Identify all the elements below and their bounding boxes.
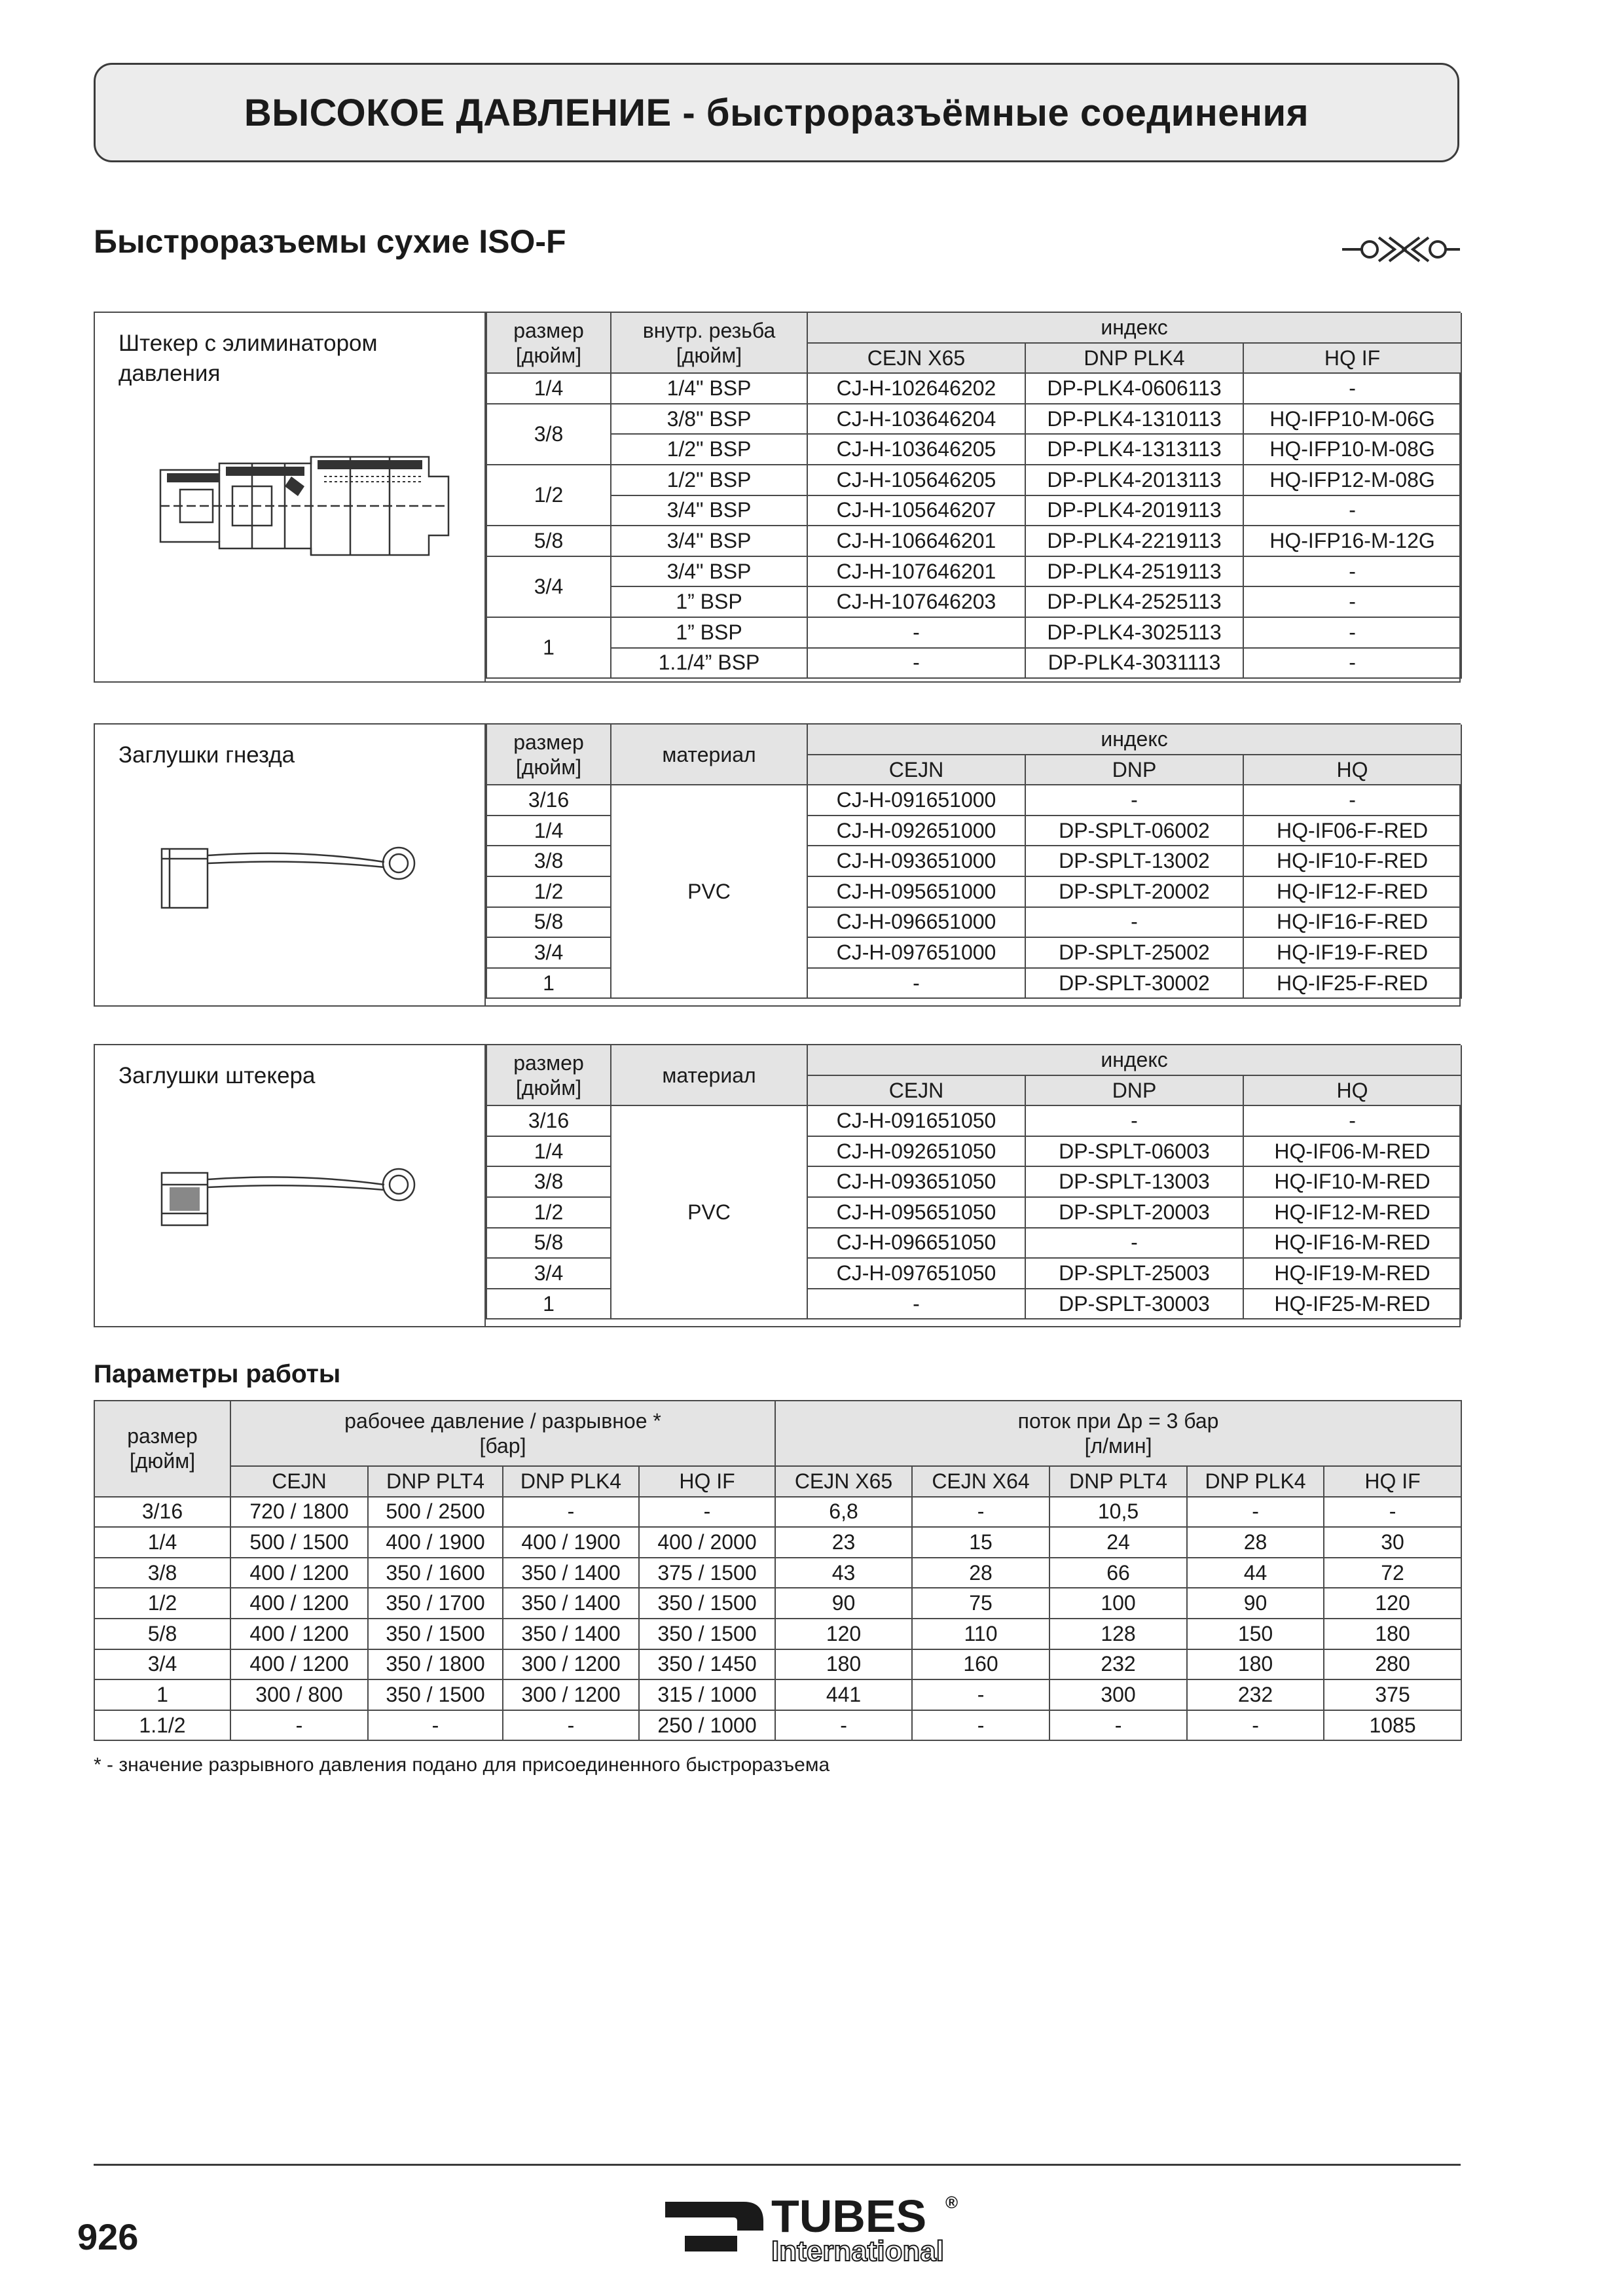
params-title: Параметры работы [94,1360,341,1388]
cell-flow: 30 [1324,1527,1461,1558]
cell-flow: 28 [1187,1527,1324,1558]
cell-hq: HQ-IF19-F-RED [1243,937,1461,968]
cell-dnp: DP-SPLT-25003 [1025,1258,1243,1289]
col-size: размер [дюйм] [486,725,611,785]
cell-pressure: 350 / 1400 [503,1558,639,1588]
cell-dnp: DP-SPLT-13003 [1025,1166,1243,1197]
table-row [94,1558,1461,1588]
cell-hq: HQ-IF16-F-RED [1243,907,1461,938]
cell-size: 3/4 [486,1258,611,1289]
cell-flow: - [775,1710,912,1741]
cell-thread: 3/4" BSP [611,556,807,587]
cell-flow: - [1049,1710,1187,1741]
cell-pressure: 400 / 1900 [503,1527,639,1558]
cell-flow: 232 [1049,1649,1187,1680]
logo-registered-mark: ® [945,2193,958,2212]
cell-flow: 28 [912,1558,1049,1588]
tubes-logo [665,2183,979,2269]
cell-dnp: DP-SPLT-20002 [1025,876,1243,907]
col-flow-brand: DNP PLK4 [1187,1466,1324,1497]
cell-hq: - [1243,1105,1461,1136]
cell-pressure: 300 / 1200 [503,1649,639,1680]
cell-dnp: DP-PLK4-2019113 [1025,495,1243,526]
page-title: ВЫСОКОЕ ДАВЛЕНИЕ - быстроразъёмные соединения [244,91,1309,134]
plug-table [486,313,1462,679]
col-brand: DNP [1025,755,1243,785]
cell-size: 5/8 [94,1619,230,1649]
cell-hq: HQ-IF10-F-RED [1243,846,1461,876]
cell-dnp: DP-SPLT-25002 [1025,937,1243,968]
cell-hq: HQ-IF10-M-RED [1243,1166,1461,1197]
flow-unit: [л/мин] [1084,1434,1152,1458]
table-row [94,1497,1461,1528]
plug-table-block [94,312,1461,683]
col-flow-brand: HQ IF [1324,1466,1461,1497]
table-row [486,373,1461,404]
cell-pressure: - [368,1710,503,1741]
table-row [486,785,1461,816]
table-row [94,1679,1461,1710]
cell-flow: 375 [1324,1679,1461,1710]
table-row [486,495,1461,526]
cell-flow: 43 [775,1558,912,1588]
cell-dnp: DP-SPLT-30002 [1025,968,1243,999]
col-flow-brand: DNP PLT4 [1049,1466,1187,1497]
plug-caps-table [486,1045,1462,1319]
cell-flow: 160 [912,1649,1049,1680]
table-row [94,1649,1461,1680]
cell-dnp: DP-SPLT-06003 [1025,1136,1243,1167]
table-row [486,465,1461,495]
plug-cap-drawing [155,1153,437,1238]
logo-subtitle: International [771,2235,945,2267]
cell-cejn: CJ-H-105646205 [807,465,1025,495]
col-flow [775,1401,1461,1466]
cell-material: PVC [611,1105,807,1319]
cell-pressure: 350 / 1450 [639,1649,775,1680]
table-row [94,1527,1461,1558]
cell-dnp: DP-SPLT-06002 [1025,816,1243,846]
cell-pressure: 350 / 1600 [368,1558,503,1588]
cell-pressure: 500 / 2500 [368,1497,503,1528]
cell-cejn: CJ-H-103646205 [807,434,1025,465]
cell-dnp: - [1025,1105,1243,1136]
cell-dnp: DP-PLK4-1310113 [1025,404,1243,435]
cell-hq: - [1243,648,1461,679]
cell-hq: - [1243,495,1461,526]
cell-dnp: - [1025,907,1243,938]
cell-flow: 120 [1324,1588,1461,1619]
cell-flow: 72 [1324,1558,1461,1588]
cell-cejn: CJ-H-092651000 [807,816,1025,846]
socket-caps-block [94,723,1461,1007]
socket-cap-drawing [155,829,437,921]
cell-cejn: - [807,617,1025,648]
cell-cejn: - [807,1289,1025,1319]
cell-size: 1/2 [486,465,611,526]
col-pressure-brand: CEJN [230,1466,368,1497]
cell-size: 1/2 [486,1197,611,1228]
col-flow-brand: CEJN X64 [912,1466,1049,1497]
cell-size: 1 [486,968,611,999]
cell-pressure: 500 / 1500 [230,1527,368,1558]
cell-pressure: 350 / 1400 [503,1588,639,1619]
col-pressure-brand: DNP PLT4 [368,1466,503,1497]
cell-cejn: CJ-H-092651050 [807,1136,1025,1167]
cell-hq: HQ-IF12-M-RED [1243,1197,1461,1228]
cell-dnp: DP-PLK4-3025113 [1025,617,1243,648]
cell-dnp: DP-PLK4-2519113 [1025,556,1243,587]
cell-size: 3/8 [94,1558,230,1588]
cell-hq: - [1243,373,1461,404]
col-pressure [230,1401,775,1466]
cell-thread: 3/4" BSP [611,526,807,556]
cell-pressure: 720 / 1800 [230,1497,368,1528]
cell-flow: 23 [775,1527,912,1558]
cell-size: 1/2 [94,1588,230,1619]
flow-title: поток при Δp = 3 бар [1017,1409,1219,1433]
cell-dnp: - [1025,1228,1243,1259]
cell-cejn: - [807,648,1025,679]
cell-dnp: DP-PLK4-0606113 [1025,373,1243,404]
cell-hq: HQ-IF25-F-RED [1243,968,1461,999]
section-title: Быстроразъемы сухие ISO-F [94,223,566,260]
cell-cejn: CJ-H-107646203 [807,586,1025,617]
cell-pressure: 350 / 1400 [503,1619,639,1649]
plug-description [95,313,486,681]
cell-cejn: CJ-H-093651050 [807,1166,1025,1197]
cell-dnp: DP-PLK4-2013113 [1025,465,1243,495]
cell-flow: - [912,1497,1049,1528]
cell-hq: HQ-IF06-M-RED [1243,1136,1461,1167]
cell-pressure: 400 / 1900 [368,1527,503,1558]
cell-hq: HQ-IF06-F-RED [1243,816,1461,846]
cell-size: 1.1/2 [94,1710,230,1741]
cell-flow: - [1324,1497,1461,1528]
cell-cejn: CJ-H-097651000 [807,937,1025,968]
cell-cejn: CJ-H-106646201 [807,526,1025,556]
col-material: материал [611,1045,807,1105]
params-table [94,1400,1462,1741]
cell-flow: 44 [1187,1558,1324,1588]
cell-size: 1 [486,617,611,678]
cell-thread: 3/4" BSP [611,495,807,526]
cell-flow: 1085 [1324,1710,1461,1741]
cell-size: 5/8 [486,526,611,556]
col-thread: внутр. резьба [дюйм] [611,313,807,373]
table-row [486,526,1461,556]
plug-label: Штекер с элиминатором давления [119,331,378,386]
cell-flow: 180 [1324,1619,1461,1649]
cell-thread: 1” BSP [611,586,807,617]
table-row [486,1105,1461,1136]
pressure-title: рабочее давление / разрывное * [344,1409,661,1433]
cell-size: 3/8 [486,846,611,876]
col-pressure-brand: DNP PLK4 [503,1466,639,1497]
cell-flow: - [1187,1497,1324,1528]
cell-flow: - [912,1710,1049,1741]
table-row [486,617,1461,648]
quick-coupling-symbol-icon [1342,226,1460,272]
cell-thread: 3/8" BSP [611,404,807,435]
cell-pressure: - [503,1497,639,1528]
cell-cejn: CJ-H-103646204 [807,404,1025,435]
cell-hq: HQ-IF16-M-RED [1243,1228,1461,1259]
cell-pressure: 400 / 2000 [639,1527,775,1558]
cell-pressure: 350 / 1500 [368,1679,503,1710]
col-flow-brand: CEJN X65 [775,1466,912,1497]
col-brand: HQ IF [1243,343,1461,374]
cell-dnp: - [1025,785,1243,816]
cell-flow: 6,8 [775,1497,912,1528]
footer-divider [94,2164,1461,2166]
cell-hq: HQ-IFP12-M-08G [1243,465,1461,495]
cell-flow: 90 [775,1588,912,1619]
socket-caps-description [95,725,486,1005]
cell-hq: HQ-IFP10-M-06G [1243,404,1461,435]
col-brand: DNP PLK4 [1025,343,1243,374]
cell-flow: 90 [1187,1588,1324,1619]
cell-size: 1/4 [486,1136,611,1167]
cell-cejn: CJ-H-095651000 [807,876,1025,907]
cell-hq: HQ-IF12-F-RED [1243,876,1461,907]
cell-pressure: 400 / 1200 [230,1649,368,1680]
cell-pressure: 300 / 800 [230,1679,368,1710]
footnote: * - значение разрывного давления подано для присоединенного быстроразъема [94,1754,830,1776]
col-size: размер [дюйм] [94,1401,230,1497]
col-index: индекс [807,313,1461,343]
cell-size: 3/16 [486,1105,611,1136]
cell-hq: - [1243,785,1461,816]
cell-size: 5/8 [486,1228,611,1259]
cell-dnp: DP-PLK4-2525113 [1025,586,1243,617]
cell-flow: - [1187,1710,1324,1741]
cell-flow: 180 [775,1649,912,1680]
cell-size: 5/8 [486,907,611,938]
cell-material: PVC [611,785,807,998]
cell-flow: 15 [912,1527,1049,1558]
cell-cejn: CJ-H-105646207 [807,495,1025,526]
plug-drawing [154,437,468,562]
col-pressure-brand: HQ IF [639,1466,775,1497]
cell-thread: 1.1/4” BSP [611,648,807,679]
cell-size: 3/4 [486,556,611,617]
cell-size: 3/8 [486,1166,611,1197]
cell-size: 3/16 [94,1497,230,1528]
cell-flow: 66 [1049,1558,1187,1588]
table-row [486,556,1461,587]
table-row [94,1588,1461,1619]
cell-hq: - [1243,617,1461,648]
table-row [94,1619,1461,1649]
cell-cejn: CJ-H-107646201 [807,556,1025,587]
col-brand: HQ [1243,1075,1461,1106]
cell-thread: 1” BSP [611,617,807,648]
cell-pressure: 250 / 1000 [639,1710,775,1741]
cell-flow: 110 [912,1619,1049,1649]
cell-cejn: CJ-H-091651050 [807,1105,1025,1136]
cell-pressure: 400 / 1200 [230,1558,368,1588]
cell-size: 1 [486,1289,611,1319]
col-index: индекс [807,1045,1461,1075]
cell-hq: HQ-IF25-M-RED [1243,1289,1461,1319]
cell-cejn: CJ-H-091651000 [807,785,1025,816]
table-row [486,586,1461,617]
cell-dnp: DP-PLK4-3031113 [1025,648,1243,679]
cell-flow: 10,5 [1049,1497,1187,1528]
col-size: размер [дюйм] [486,313,611,373]
cell-dnp: DP-PLK4-1313113 [1025,434,1243,465]
cell-cejn: CJ-H-096651000 [807,907,1025,938]
socket-caps-table [486,725,1462,999]
col-index: индекс [807,725,1461,755]
logo-wordmark: TUBES [771,2191,927,2242]
page-number: 926 [77,2216,139,2257]
cell-cejn: CJ-H-095651050 [807,1197,1025,1228]
cell-hq: HQ-IFP10-M-08G [1243,434,1461,465]
cell-flow: 128 [1049,1619,1187,1649]
cell-flow: 75 [912,1588,1049,1619]
cell-flow: 150 [1187,1619,1324,1649]
cell-pressure: 315 / 1000 [639,1679,775,1710]
cell-pressure: 350 / 1800 [368,1649,503,1680]
col-material: материал [611,725,807,785]
header-banner [94,63,1459,162]
cell-size: 1/4 [486,373,611,404]
cell-hq: HQ-IF19-M-RED [1243,1258,1461,1289]
cell-dnp: DP-SPLT-30003 [1025,1289,1243,1319]
col-brand: CEJN [807,755,1025,785]
cell-size: 3/4 [94,1649,230,1680]
cell-pressure: 300 / 1200 [503,1679,639,1710]
cell-pressure: 400 / 1200 [230,1619,368,1649]
cell-flow: 300 [1049,1679,1187,1710]
cell-pressure: - [503,1710,639,1741]
cell-flow: 441 [775,1679,912,1710]
cell-cejn: CJ-H-102646202 [807,373,1025,404]
col-brand: CEJN [807,1075,1025,1106]
plug-caps-description [95,1045,486,1326]
table-row [94,1710,1461,1741]
cell-pressure: 350 / 1500 [639,1588,775,1619]
col-brand: CEJN X65 [807,343,1025,374]
cell-hq: HQ-IFP16-M-12G [1243,526,1461,556]
col-brand: DNP [1025,1075,1243,1106]
cell-size: 1/4 [94,1527,230,1558]
cell-flow: 120 [775,1619,912,1649]
cell-pressure: 350 / 1500 [368,1619,503,1649]
table-row [486,434,1461,465]
pressure-unit: [бар] [479,1434,526,1458]
cell-size: 1/2 [486,876,611,907]
col-brand: HQ [1243,755,1461,785]
cell-dnp: DP-SPLT-13002 [1025,846,1243,876]
cell-dnp: DP-PLK4-2219113 [1025,526,1243,556]
cell-thread: 1/2" BSP [611,465,807,495]
socket-caps-label: Заглушки гнезда [119,742,295,768]
cell-flow: 280 [1324,1649,1461,1680]
cell-pressure: 375 / 1500 [639,1558,775,1588]
table-row [486,648,1461,679]
cell-flow: 232 [1187,1679,1324,1710]
cell-hq: - [1243,556,1461,587]
cell-pressure: 350 / 1700 [368,1588,503,1619]
cell-size: 1 [94,1679,230,1710]
cell-pressure: 400 / 1200 [230,1588,368,1619]
table-row [486,404,1461,435]
cell-size: 1/4 [486,816,611,846]
cell-flow: 100 [1049,1588,1187,1619]
cell-hq: - [1243,586,1461,617]
cell-flow: 180 [1187,1649,1324,1680]
cell-size: 3/8 [486,404,611,465]
cell-cejn: CJ-H-096651050 [807,1228,1025,1259]
cell-cejn: CJ-H-097651050 [807,1258,1025,1289]
cell-pressure: - [639,1497,775,1528]
cell-size: 3/16 [486,785,611,816]
cell-cejn: - [807,968,1025,999]
cell-dnp: DP-SPLT-20003 [1025,1197,1243,1228]
cell-size: 3/4 [486,937,611,968]
cell-thread: 1/2" BSP [611,434,807,465]
col-size: размер [дюйм] [486,1045,611,1105]
cell-flow: 24 [1049,1527,1187,1558]
cell-flow: - [912,1679,1049,1710]
plug-caps-block [94,1044,1461,1327]
cell-pressure: - [230,1710,368,1741]
cell-cejn: CJ-H-093651000 [807,846,1025,876]
cell-pressure: 350 / 1500 [639,1619,775,1649]
plug-caps-label: Заглушки штекера [119,1063,316,1088]
cell-thread: 1/4" BSP [611,373,807,404]
